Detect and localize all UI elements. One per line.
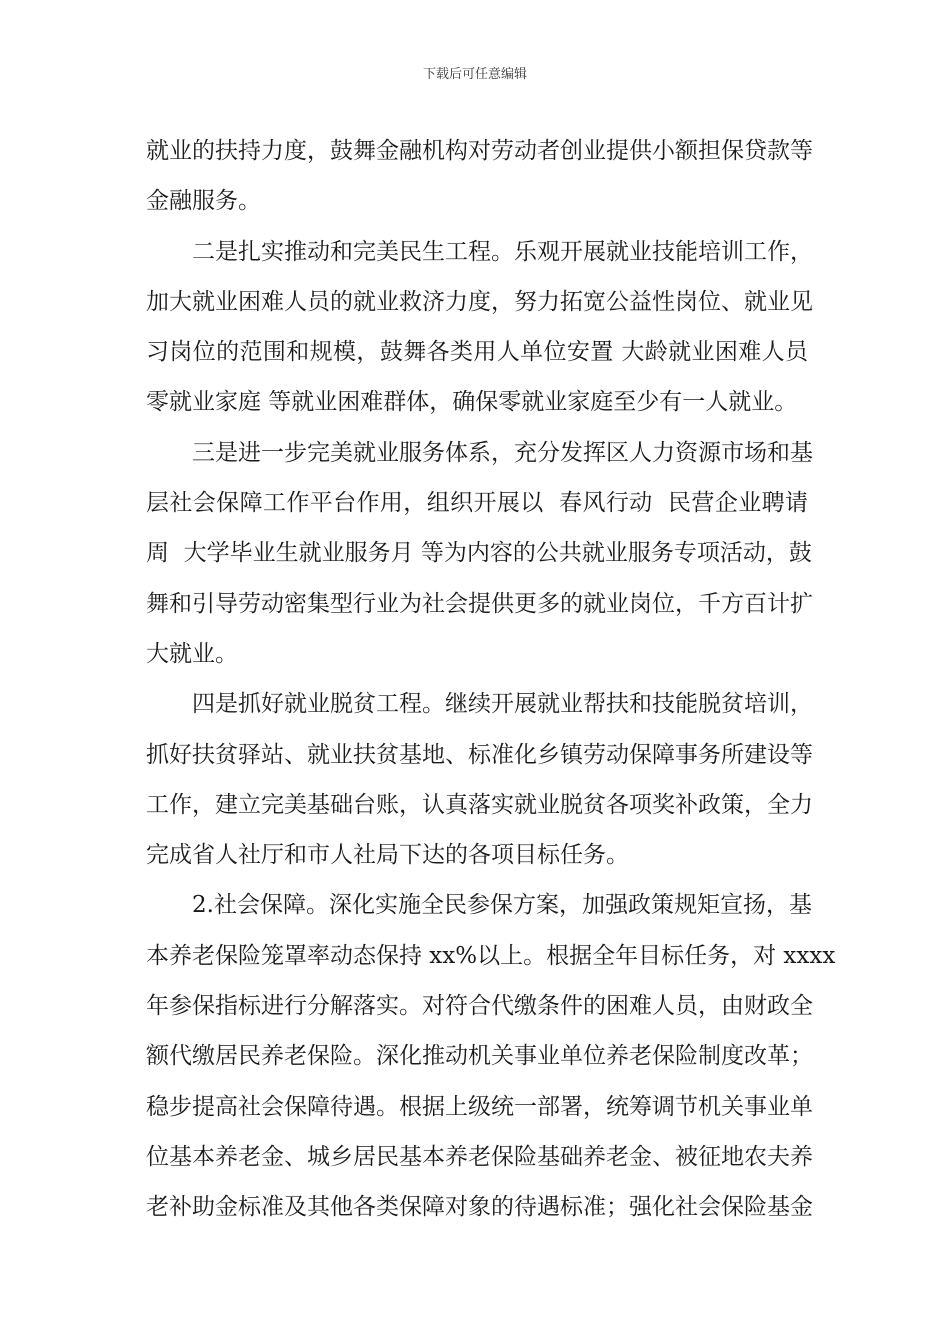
text-line: 金融服务。	[146, 188, 261, 215]
text-line: 本养老保险笼罩率动态保持 xx%以上。根据全年目标任务，对 xxxx	[146, 942, 836, 969]
text-line: 抓好扶贫驿站、就业扶贫基地、标准化乡镇劳动保障事务所建设等	[146, 741, 813, 768]
text-line: 就业的扶持力度，鼓舞金融机构对劳动者创业提供小额担保贷款等	[146, 138, 813, 164]
text-line: 2.社会保障。深化实施全民参保方案，加强政策规矩宣扬，基	[192, 892, 812, 919]
text-line: 层社会保障工作平台作用，组织开展以 春风行动 民营企业聘请	[146, 490, 808, 517]
text-line: 老补助金标准及其他各类保障对象的待遇标准；强化社会保险基金	[146, 1194, 813, 1221]
text-line: 二是扎实推动和完美民生工程。乐观开展就业技能培训工作，	[192, 238, 813, 265]
text-line: 加大就业困难人员的就业救济力度，努力拓宽公益性岗位、就业见	[146, 288, 813, 315]
text-line: 四是抓好就业脱贫工程。继续开展就业帮扶和技能脱贫培训，	[192, 691, 813, 718]
page-header: 下载后可任意编辑	[422, 67, 527, 82]
text-line: 完成省人社厅和市人社局下达的各项目标任务。	[146, 842, 629, 869]
document-body	[146, 126, 836, 1233]
text-line: 位基本养老金、城乡居民基本养老保险基础养老金、被征地农夫养	[146, 1143, 813, 1170]
text-line: 工作，建立完美基础台账，认真落实就业脱贫各项奖补政策，全力	[146, 791, 813, 818]
text-line: 大就业。	[146, 640, 238, 667]
text-line: 稳步提高社会保障待遇。根据上级统一部署，统筹调节机关事业单	[146, 1093, 813, 1120]
text-line: 三是进一步完美就业服务体系，充分发挥区人力资源市场和基	[192, 439, 813, 466]
text-line: 额代缴居民养老保险。深化推动机关事业单位养老保险制度改革；	[146, 1043, 813, 1070]
text-line: 零就业家庭 等就业困难群体，确保零就业家庭至少有一人就业。	[146, 389, 798, 416]
text-line: 周 大学毕业生就业服务月 等为内容的公共就业服务专项活动，鼓	[146, 540, 812, 567]
text-line: 年参保指标进行分解落实。对符合代缴条件的困难人员，由财政全	[146, 993, 813, 1020]
text-line: 舞和引导劳动密集型行业为社会提供更多的就业岗位，千方百计扩	[146, 590, 813, 617]
text-line: 习岗位的范围和规模，鼓舞各类用人单位安置 大龄就业困难人员	[146, 339, 808, 366]
